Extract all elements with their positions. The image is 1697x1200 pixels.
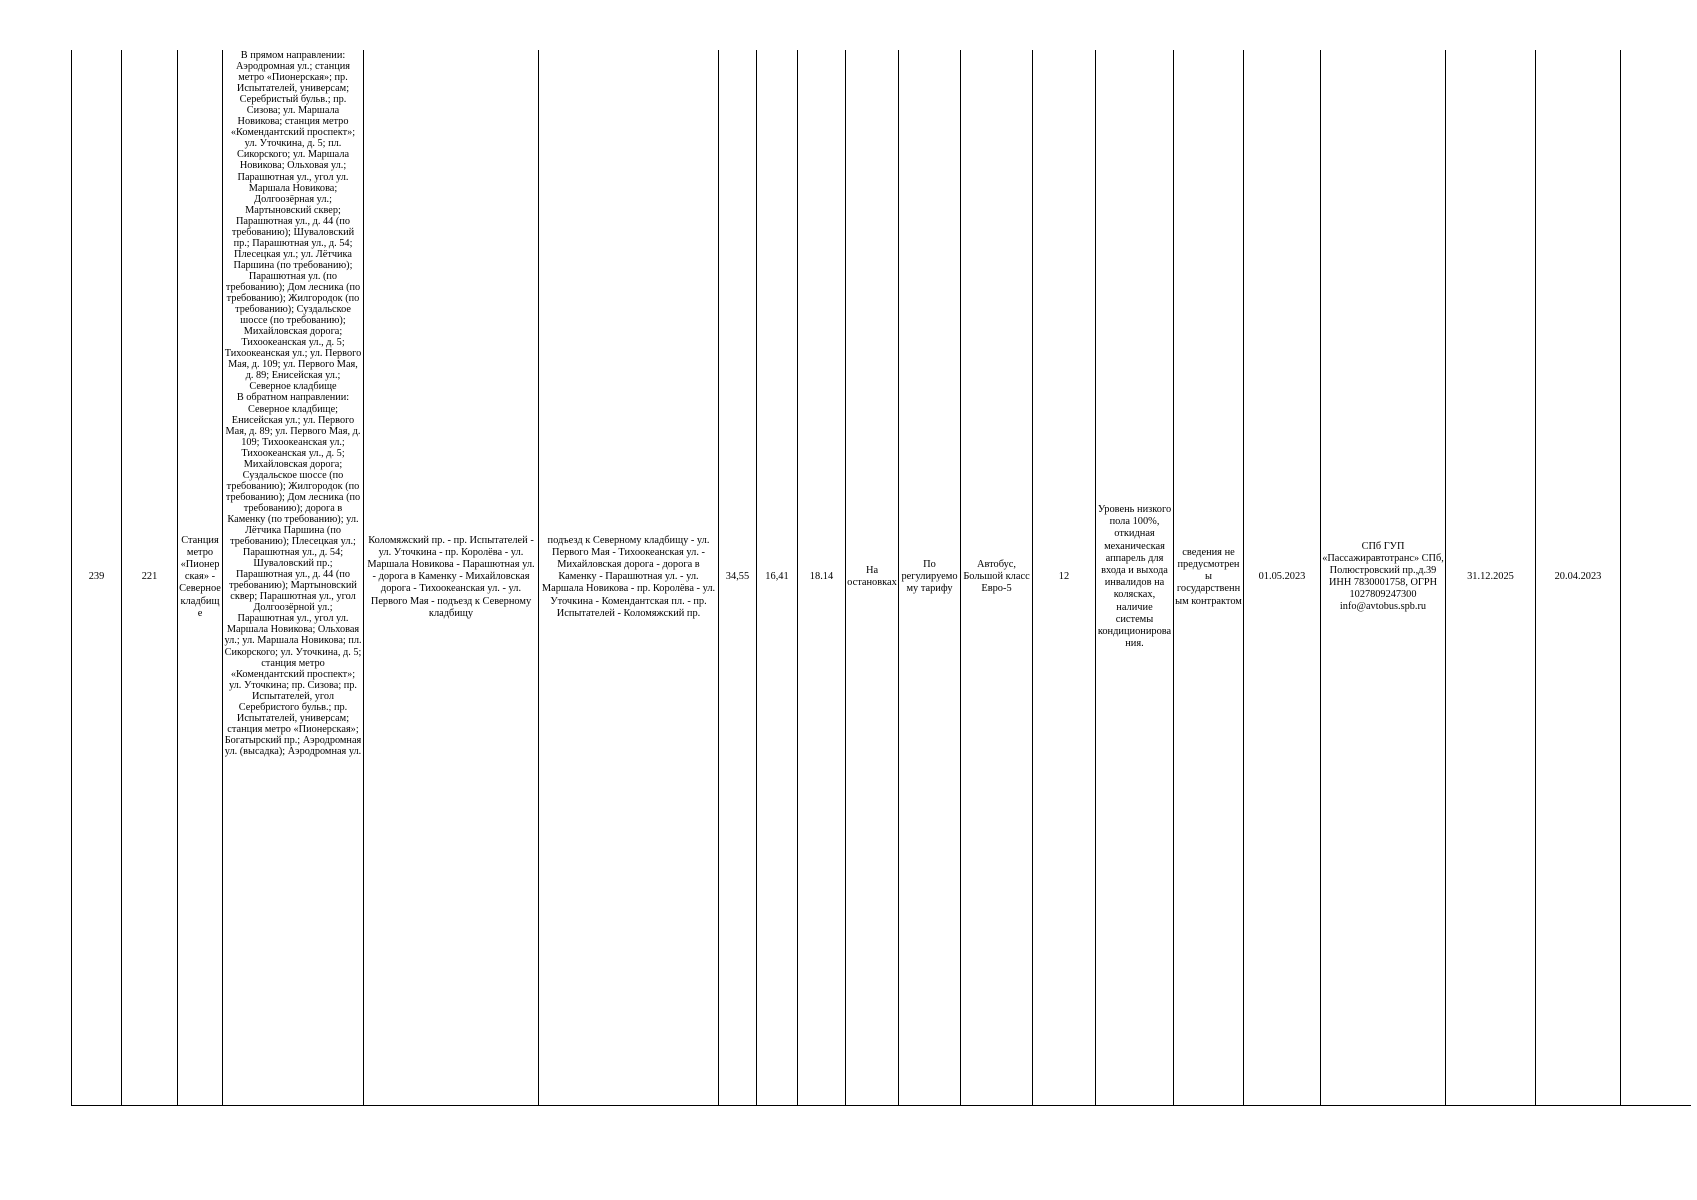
vehicle-count-cell: 12 [1033,50,1096,1105]
contract-info-cell: сведения не предусмотрены государственным контрактом [1174,50,1244,1105]
tariff-cell: По регулируемому тарифу [899,50,961,1105]
route-name-cell: Станция метро «Пионерская» - Северное кладбище [178,50,223,1105]
stops-list-cell [223,50,364,1105]
stops-forward-heading: В прямом направлении: [240,50,346,61]
streets-forward-cell: Коломяжский пр. - пр. Испытателей - ул. Уточкина - пр. Королёва - ул. Маршала Новикова - Парашютная ул. - дорога в Каменку - Михайловская дорога - Тихоокеанская ул. - ул. Первого Мая - подъезд к Северному кладбищу [364,50,539,1105]
registration-number-cell: 239 [72,50,122,1105]
route-registry-table [71,50,1691,1106]
route-length-backward-cell: 16,41 [757,50,798,1105]
end-date-cell: 31.12.2025 [1446,50,1536,1105]
value-cell: 18.14 [798,50,846,1105]
table-row [72,50,1691,1105]
stops-backward-list: Северное кладбище; Енисейская ул.; ул. Первого Мая, д. 89; ул. Первого Мая, д. 109; Тихоокеанская ул.; Тихоокеанская ул., д. 5; Михайловская дорога; Суздальское шоссе (по требованию); Жилгородок (по требованию); Дом лесника (по требованию); дорога в Каменку (по требованию); ул. Лётчика Паршина (по требованию); Плесецкая ул.; Парашютная ул., д. 54; Шуваловский пр.; Парашютная ул., д. 44 (по требованию); Мартыновский сквер; Парашютная ул., угол Долгоозёрной ул.; Парашютная ул., угол ул. Маршала Новикова; Ольховая ул.; ул. Маршала Новикова; пл. Сикорского; ул. Уточкина, д. 5; станция метро «Комендантский проспект»; ул. Уточкина; пр. Сизова; пр. Испытателей, угол Серебристого бульв.; пр. Испытателей, универсам; станция метро «Пионерская»; Богатырский пр.; Аэродромная ул. (высадка); Аэродромная ул. [224,403,362,757]
route-length-forward-cell: 34,55 [719,50,757,1105]
vehicle-characteristics-cell: Уровень низкого пола 100%, откидная механическая аппарель для входа и выхода инвалидов на колясках, наличие системы кондиционирования. [1096,50,1174,1105]
empty-cell [1621,50,1691,1105]
carrier-info-cell: СПб ГУП «Пассажиравтотранс» СПб, Полюстровский пр.,д.39 ИНН 7830001758, ОГРН 1027809247300 info@avtobus.spb.ru [1321,50,1446,1105]
route-number-cell: 221 [122,50,178,1105]
stops-forward-list: Аэродромная ул.; станция метро «Пионерская»; пр. Испытателей, универсам; Серебристый бульв.; пр. Сизова; ул. Маршала Новикова; станция метро «Комендантский проспект»; ул. Уточкина, д. 5; пл. Сикорского; ул. Маршала Новикова; Ольховая ул.; Парашютная ул., угол ул. Маршала Новикова; Долгоозёрная ул.; Мартыновский сквер; Парашютная ул., д. 44 (по требованию); Шуваловский пр.; Парашютная ул., д. 54; Плесецкая ул.; ул. Лётчика Паршина (по требованию); Парашютная ул. (по требованию); Дом лесника (по требованию); Жилгородок (по требованию); Суздальское шоссе (по требованию); Михайловская дорога; Тихоокеанская ул., д. 5; Тихоокеанская ул.; ул. Первого Мая, д. 109; ул. Первого Мая, д. 89; Енисейская ул.; Северное кладбище [224,61,362,393]
vehicle-class-cell: Автобус, Большой класс Евро-5 [961,50,1033,1105]
stop-order-cell: На остановках [846,50,899,1105]
start-date-cell: 01.05.2023 [1244,50,1321,1105]
streets-backward-cell: подъезд к Северному кладбищу - ул. Первого Мая - Тихоокеанская ул. - Михайловская дорога - дорога в Каменку - Парашютная ул. - ул. Маршала Новикова - пр. Королёва - ул. Уточкина - Комендантская пл. - пр. Испытателей - Коломяжский пр. [539,50,719,1105]
stops-backward-heading: В обратном направлении: [236,392,350,404]
document-date-cell: 20.04.2023 [1536,50,1621,1105]
